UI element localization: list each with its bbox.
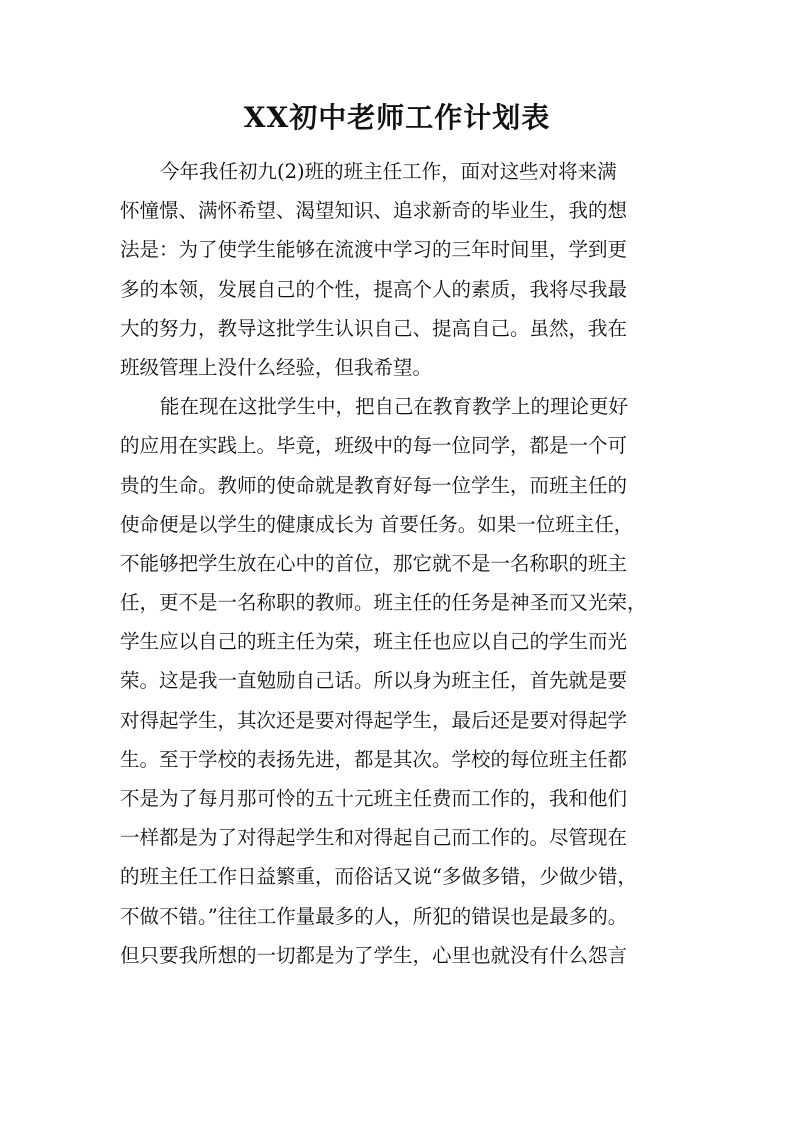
- paragraph-line: 的应用在实践上。毕竟，班级中的每一位同学，都是一个可: [120, 434, 628, 458]
- paragraph-line: 班级管理上没什么经验，但我希望。: [120, 355, 433, 379]
- paragraph-line: 不能够把学生放在心中的首位，那它就不是一名称职的班主: [120, 551, 628, 575]
- paragraph-line: 贵的生命。教师的使命就是教育好每一位学生，而班主任的: [120, 473, 628, 497]
- paragraph-line: 法是：为了使学生能够在流渡中学习的三年时间里，学到更: [120, 238, 628, 262]
- paragraph-line: 大的努力，教导这批学生认识自己、提高自己。虽然，我在: [120, 316, 628, 340]
- paragraph-line: 的班主任工作日益繁重，而俗话又说“多做多错，少做少错，: [120, 865, 637, 889]
- paragraph-line: 不是为了每月那可怜的五十元班主任费而工作的，我和他们: [120, 787, 628, 810]
- paragraph-line: 生。至于学校的表扬先进，都是其次。学校的每位班主任都: [120, 747, 628, 771]
- paragraph-line: 一样都是为了对得起学生和对得起自己而工作的。尽管现在: [120, 826, 628, 850]
- paragraph-line: 任，更不是一名称职的教师。班主任的任务是神圣而又光荣，: [120, 591, 647, 615]
- paragraph-line: 对得起学生，其次还是要对得起学生，最后还是要对得起学: [120, 708, 628, 732]
- paragraph-line: 多的本领，发展自己的个性，提高个人的素质，我将尽我最: [120, 277, 628, 301]
- paragraph-line: 今年我任初九(2)班的班主任工作，面对这些对将来满: [160, 160, 617, 183]
- paragraph-line: 不做不错。”往往工作量最多的人，所犯的错误也是最多的。: [120, 904, 628, 928]
- paragraph-line: 学生应以自己的班主任为荣，班主任也应以自己的学生而光: [120, 630, 628, 654]
- document-body: [120, 152, 700, 975]
- paragraph-line: 能在现在这批学生中，把自己在教育教学上的理论更好: [160, 395, 629, 419]
- paragraph-line: 荣。这是我一直勉励自己话。所以身为班主任，首先就是要: [120, 669, 628, 693]
- paragraph-line: 但只要我所想的一切都是为了学生，心里也就没有什么怨言: [120, 943, 628, 967]
- paragraph-line: 使命便是以学生的健康成长为 首要任务。如果一位班主任，: [120, 512, 634, 536]
- paragraph-line: 怀憧憬、满怀希望、渴望知识、追求新奇的毕业生，我的想: [120, 199, 628, 223]
- document-title: XX初中老师工作计划表: [243, 101, 551, 134]
